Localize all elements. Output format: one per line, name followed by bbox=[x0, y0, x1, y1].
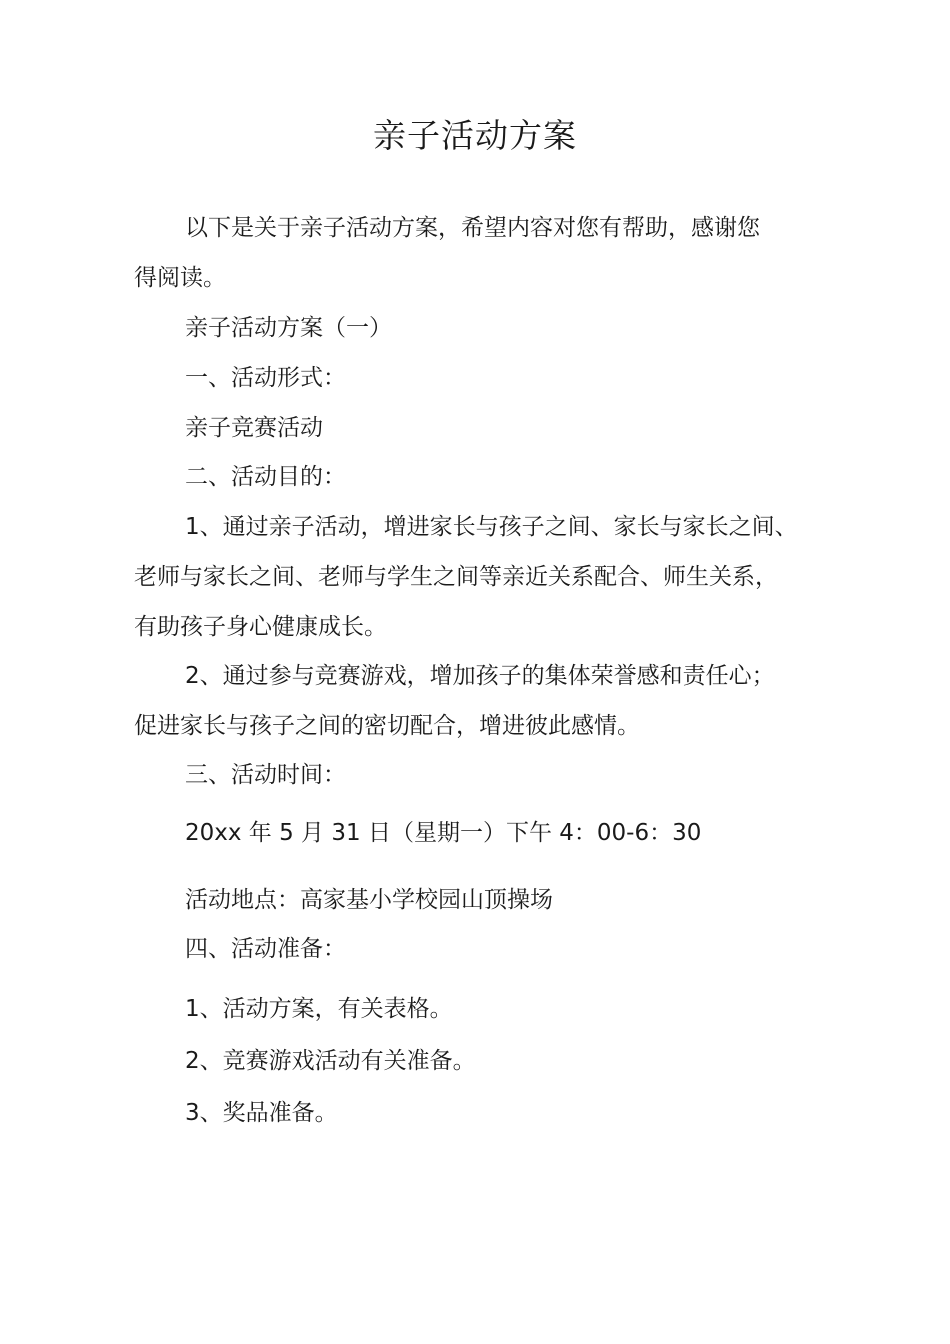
section-4-heading: 四、活动准备： bbox=[185, 936, 346, 962]
section-1-heading: 一、活动形式： bbox=[185, 365, 346, 391]
purpose-1-line-2: 老师与家长之间、老师与学生之间等亲近关系配合、师生关系， bbox=[134, 564, 778, 590]
section-2-heading: 二、活动目的： bbox=[185, 464, 346, 490]
section-3-heading: 三、活动时间： bbox=[185, 762, 346, 788]
preparation-item-1: 1、活动方案，有关表格。 bbox=[185, 996, 453, 1022]
section-1-body: 亲子竞赛活动 bbox=[185, 415, 323, 441]
preparation-item-2: 2、竞赛游戏活动有关准备。 bbox=[185, 1048, 476, 1074]
activity-location: 活动地点：高家基小学校园山顶操场 bbox=[185, 887, 553, 913]
purpose-2-line-1: 2、通过参与竞赛游戏，增加孩子的集体荣誉感和责任心； bbox=[185, 663, 775, 689]
purpose-2-line-2: 促进家长与孩子之间的密切配合，增进彼此感情。 bbox=[134, 713, 640, 739]
purpose-1-line-3: 有助孩子身心健康成长。 bbox=[134, 614, 387, 640]
intro-paragraph-line-2: 得阅读。 bbox=[134, 265, 226, 291]
document-title: 亲子活动方案 bbox=[373, 116, 577, 155]
plan-heading: 亲子活动方案（一） bbox=[185, 315, 392, 341]
preparation-item-3: 3、奖品准备。 bbox=[185, 1100, 338, 1126]
purpose-1-line-1: 1、通过亲子活动，增进家长与孩子之间、家长与家长之间、 bbox=[185, 514, 798, 540]
activity-time: 20xx 年 5 月 31 日（星期一）下午 4：00-6：30 bbox=[185, 820, 702, 846]
intro-paragraph-line-1: 以下是关于亲子活动方案，希望内容对您有帮助，感谢您 bbox=[185, 215, 760, 241]
